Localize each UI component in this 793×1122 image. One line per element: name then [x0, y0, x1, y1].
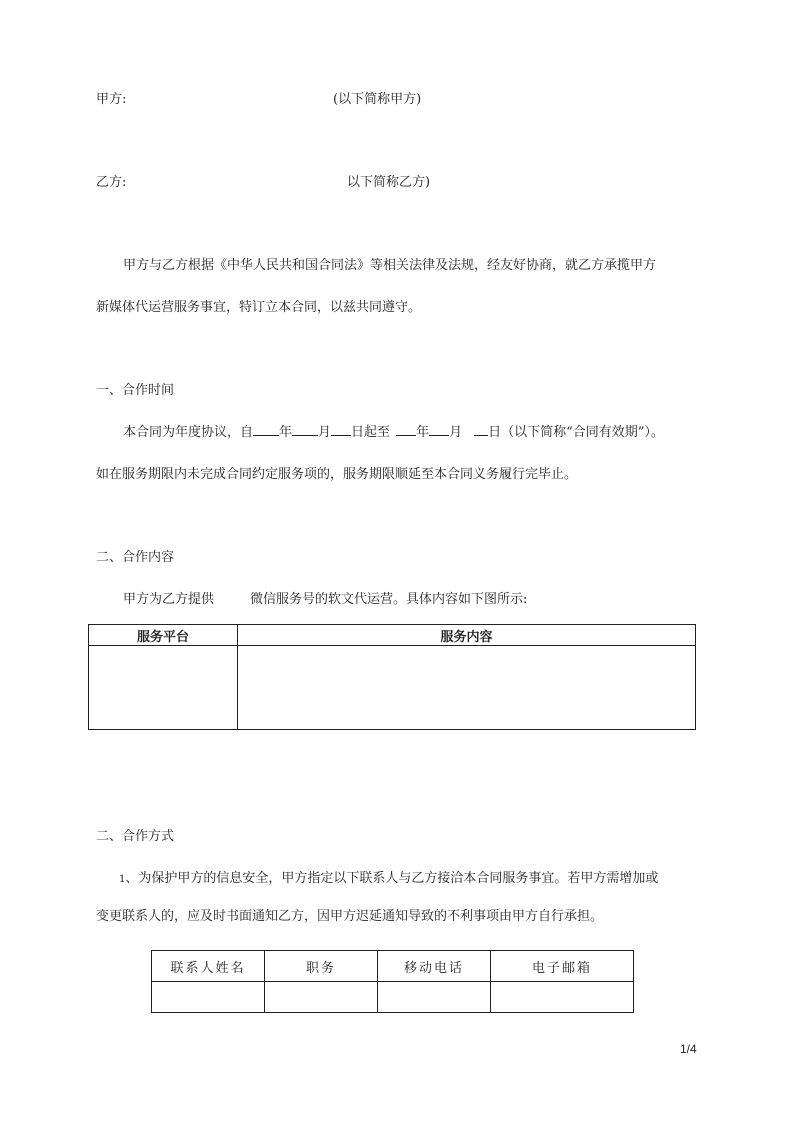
contact-name-cell[interactable] — [152, 982, 265, 1013]
table-header-row — [152, 951, 634, 982]
header-position: 职务 — [265, 951, 378, 982]
section-3-heading: 二、合作方式 — [96, 829, 175, 844]
header-service-platform: 服务平台 — [89, 625, 238, 646]
table-row — [89, 646, 696, 730]
start-year-blank[interactable] — [253, 422, 279, 436]
year-label: 年 — [416, 425, 430, 440]
position-cell[interactable] — [265, 982, 378, 1013]
end-month-blank[interactable] — [429, 422, 449, 436]
year-label: 年 — [279, 425, 293, 440]
page-number: 1/4 — [680, 1042, 697, 1056]
header-email: 电子邮箱 — [491, 951, 634, 982]
service-platform-cell[interactable] — [89, 646, 238, 730]
party-b-label: 乙方: — [96, 175, 127, 190]
section-1-heading: 一、合作时间 — [96, 383, 175, 398]
day-label: 日起至 — [351, 425, 391, 440]
table-row — [152, 982, 634, 1013]
service-prefix: 甲方为乙方提供 — [123, 592, 215, 607]
party-b-suffix: 以下简称乙方) — [347, 175, 431, 190]
intro-line-2: 新媒体代运营服务事宜，特订立本合同，以兹共同遵守。 — [96, 300, 422, 315]
item-text-line-1: 、为保护甲方的信息安全，甲方指定以下联系人与乙方接洽本合同服务事宜。若甲方需增加或 — [125, 871, 659, 886]
end-year-blank[interactable] — [396, 422, 416, 436]
intro-line-1: 甲方与乙方根据《中华人民共和国合同法》等相关法律及法规，经友好协商，就乙方承揽甲方 — [123, 258, 657, 273]
section-2-paragraph — [123, 588, 527, 607]
day-label: 日（以下简称“合同有效期”）。 — [488, 425, 664, 440]
header-contact-name: 联系人姓名 — [152, 951, 265, 982]
party-a-label: 甲方: — [96, 92, 127, 107]
term-start-text: 本合同为年度协议，自 — [123, 425, 254, 440]
table-header-row — [89, 625, 696, 646]
section-1-line-2: 如在服务期限内未完成合同约定服务项的，服务期限顺延至本合同义务履行完毕止。 — [96, 467, 578, 482]
section-3-item-1-line-2: 变更联系人的，应及时书面通知乙方，因甲方迟延通知导致的不利事项由甲方自行承担。 — [96, 909, 604, 924]
service-content-cell[interactable] — [238, 646, 696, 730]
section-1-paragraph — [123, 421, 664, 440]
service-suffix: 的软文代运营。具体内容如下图所示: — [315, 592, 528, 607]
service-platform-name: 微信服务号 — [250, 592, 316, 607]
month-label: 月 — [449, 425, 463, 440]
email-cell[interactable] — [491, 982, 634, 1013]
month-label: 月 — [318, 425, 332, 440]
item-number: 1 — [119, 874, 126, 885]
party-a-suffix: (以下简称甲方) — [333, 92, 422, 107]
section-2-heading: 二、合作内容 — [96, 550, 175, 565]
service-table — [88, 624, 696, 730]
contact-table — [151, 950, 634, 1013]
end-day-blank[interactable] — [474, 422, 488, 436]
mobile-phone-cell[interactable] — [378, 982, 491, 1013]
header-service-content: 服务内容 — [238, 625, 696, 646]
start-day-blank[interactable] — [331, 422, 351, 436]
start-month-blank[interactable] — [292, 422, 318, 436]
section-3-item-1 — [119, 867, 658, 886]
header-mobile-phone: 移动电话 — [378, 951, 491, 982]
